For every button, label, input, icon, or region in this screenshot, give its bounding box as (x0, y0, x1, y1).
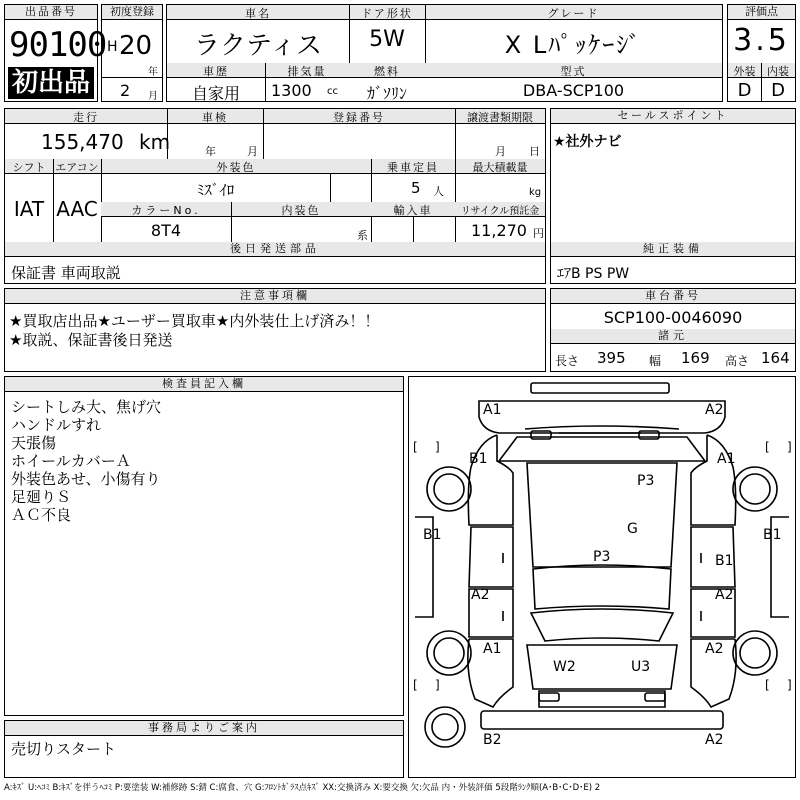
registration-month: 2 (120, 81, 131, 100)
front-panel-outline (479, 401, 725, 433)
registration-label: 初度登録 (102, 5, 162, 20)
dimensions-label: 諸元 (551, 329, 795, 344)
svg-text:]: ] (787, 440, 792, 454)
interior-score-label: 内装 (767, 65, 789, 78)
later-parts-value: 保証書 車両取説 (11, 264, 121, 282)
mark-left-front-fender: B1 (469, 451, 488, 467)
width-label: 幅 (649, 354, 662, 368)
grade-label: グレード (547, 7, 600, 20)
legend: A:ｷｽﾞ U:ﾍｺﾐ B:ｷｽﾞを伴うﾍｺﾐ P:要塗装 W:補修跡 S:錆 C:腐食、穴 G:ﾌﾛﾝﾄｶﾞﾗｽ点ｷｽﾞ XX:交換済み X:要交換 欠:欠品 内・外装評価 5段階ﾗﾝｸ順(A･B･C･D･E) 2 (4, 783, 601, 793)
registration-month-unit: 月 (148, 91, 158, 102)
history-value: 自家用 (191, 84, 240, 103)
mark-right-front-door-outer: B1 (763, 527, 782, 543)
exterior-color-value: ﾐｽﾞｲﾛ (196, 181, 235, 199)
import-label: 輸入車 (393, 204, 433, 217)
first-listing-badge (8, 67, 94, 99)
interior-color-label: 内装色 (281, 204, 321, 217)
lot-box (4, 4, 107, 102)
inspector-box (4, 376, 404, 716)
left-front-fender (468, 435, 513, 525)
mark-rear-left: W2 (553, 659, 576, 675)
history-label: 車歴 (203, 65, 229, 78)
mark-front-left: A1 (483, 402, 502, 418)
score-label: 評価点 (728, 5, 795, 20)
vehicle-info-box (166, 4, 723, 102)
mark-rear-right: U3 (631, 659, 651, 675)
svg-text:]: ] (435, 678, 440, 692)
notes-line-2: ★取説、保証書後日発送 (9, 331, 173, 349)
right-front-fender (691, 435, 736, 525)
capacity-unit: 人 (433, 185, 444, 198)
capacity-label: 乗車定員 (387, 161, 439, 174)
door-type: 5W (369, 27, 405, 52)
office-label: 事務局よりご案内 (5, 721, 403, 736)
registration-year-unit: 年 (148, 67, 158, 78)
lot-number: 90100 (9, 25, 107, 65)
svg-text:[: [ (765, 678, 770, 692)
registration-era: H (107, 39, 118, 55)
equipment-value: ｴｱB PS PW (557, 266, 630, 282)
capacity-value: 5 (411, 179, 421, 197)
plate-label: 登録番号 (333, 111, 385, 124)
sales-point-value: ★社外ナビ (553, 134, 622, 150)
color-no-value: 8T4 (150, 221, 182, 240)
grade: X Lﾊﾟｯｹｰｼﾞ (504, 31, 643, 59)
recycle-unit: 円 (533, 227, 544, 240)
registration-year: 20 (119, 31, 153, 61)
mark-right-rear-fender: A2 (705, 641, 724, 657)
interior-score: D (771, 80, 785, 101)
mark-hood: P3 (637, 473, 655, 489)
equipment-label: 純正装備 (551, 242, 795, 257)
max-load-unit: kg (529, 187, 542, 198)
inspector-line-4: ホイールカバーＡ (11, 452, 131, 470)
svg-text:]: ] (435, 440, 440, 454)
mark-left-front-door-outer: B1 (423, 527, 442, 543)
mark-right-front-door: B1 (715, 553, 734, 569)
svg-text:[: [ (765, 440, 770, 454)
score-box (727, 4, 796, 102)
mark-front-right: A2 (705, 402, 724, 418)
inspector-line-5: 外装色あせ、小傷有り (11, 470, 161, 488)
registration-box (101, 4, 163, 102)
exterior-score: D (737, 80, 752, 101)
office-box (4, 720, 404, 778)
model-value: DBA-SCP100 (522, 81, 625, 100)
inspector-line-3: 天張傷 (11, 434, 57, 452)
color-no-label: カラーNo. (131, 204, 201, 217)
inspector-line-2: ハンドルすれ (11, 416, 102, 434)
inspector-line-1: シートしみ大、焦げ穴 (11, 398, 162, 416)
mark-rear-bumper-right: A2 (705, 732, 724, 748)
rear-hatch-outline (527, 645, 677, 689)
windshield-outline (499, 437, 705, 461)
spec-box (4, 108, 546, 284)
office-value: 売切りスタート (11, 740, 117, 758)
score-value: 3.5 (733, 23, 790, 58)
spare-tyre (425, 707, 465, 747)
recycle-value: 11,270 (471, 221, 527, 240)
chassis-label: 車台番号 (551, 289, 795, 304)
chassis-box (550, 288, 796, 372)
model-label: 型式 (560, 65, 587, 78)
inspector-line-7: ＡＣ不良 (11, 506, 72, 524)
svg-text:[: [ (413, 440, 418, 454)
height-value: 164 (761, 349, 790, 367)
car-name: ラクティス (194, 31, 322, 61)
length-value: 395 (597, 349, 626, 367)
sales-point-box (550, 108, 796, 284)
width-value: 169 (681, 349, 710, 367)
transfer-label: 譲渡書類期限 (467, 111, 533, 124)
displacement-label: 排気量 (287, 65, 327, 78)
fuel-label: 燃料 (374, 65, 400, 78)
inspection-year-unit: 年 (205, 145, 216, 158)
mileage-label: 走行 (73, 111, 99, 124)
mark-rear-bumper-left: B2 (483, 732, 502, 748)
inspector-label: 検査員記入欄 (5, 377, 403, 392)
length-label: 長さ (555, 354, 580, 368)
height-label: 高さ (725, 354, 750, 368)
notes-box (4, 288, 546, 372)
later-parts-label: 後日発送部品 (5, 242, 545, 257)
damage-diagram-box (408, 376, 796, 778)
mark-right-front-fender: A1 (717, 451, 736, 467)
svg-text:]: ] (787, 678, 792, 692)
mileage-value: 155,470 (41, 130, 124, 154)
fuel-value: ｶﾞｿﾘﾝ (366, 84, 407, 103)
shift-value: IAT (13, 197, 45, 221)
door-label: ドア形状 (361, 7, 413, 20)
mileage-unit: km (139, 130, 171, 154)
displacement-value: 1300 (271, 81, 312, 100)
ac-label: エアコン (55, 161, 99, 174)
inspector-line-6: 足廻りＳ (11, 488, 72, 506)
lot-label: 出品番号 (5, 5, 97, 20)
transfer-day-unit: 日 (529, 145, 540, 158)
car-diagram (409, 377, 795, 777)
left-front-door (469, 527, 513, 587)
rear-bumper-outline (481, 711, 723, 729)
ac-value: AAC (56, 197, 98, 221)
inspection-month-unit: 月 (247, 145, 258, 158)
inspection-label: 車検 (202, 111, 228, 124)
recycle-label: リサイクル預託金 (460, 206, 540, 217)
mark-roof: G (627, 521, 638, 537)
transfer-month-unit: 月 (495, 145, 506, 158)
sales-point-label: セールスポイント (551, 109, 795, 124)
mark-left-rear-door: A2 (471, 587, 490, 603)
exterior-score-label: 外装 (733, 65, 756, 78)
exterior-color-label: 外装色 (216, 161, 256, 174)
interior-color-unit: 系 (357, 229, 368, 242)
car-name-label: 車名 (245, 7, 271, 20)
front-bumper-outline (531, 383, 669, 393)
mark-left-rear-fender: A1 (483, 641, 502, 657)
svg-text:[: [ (413, 678, 418, 692)
max-load-label: 最大積載量 (472, 161, 528, 174)
chassis-number: SCP100-0046090 (603, 308, 743, 327)
shift-label: シフト (12, 161, 46, 174)
notes-line-1: ★買取店出品★ユーザー買取車★内外装仕上げ済み！！ (9, 312, 380, 330)
rear-glass-outline (531, 609, 673, 641)
displacement-unit: cc (327, 86, 338, 97)
mark-right-rear-door: A2 (715, 587, 734, 603)
roof-outline (533, 565, 671, 609)
notes-label: 注意事項欄 (5, 289, 545, 304)
first-listing-text: 初出品 (11, 68, 90, 98)
mark-center-roof: P3 (593, 549, 611, 565)
